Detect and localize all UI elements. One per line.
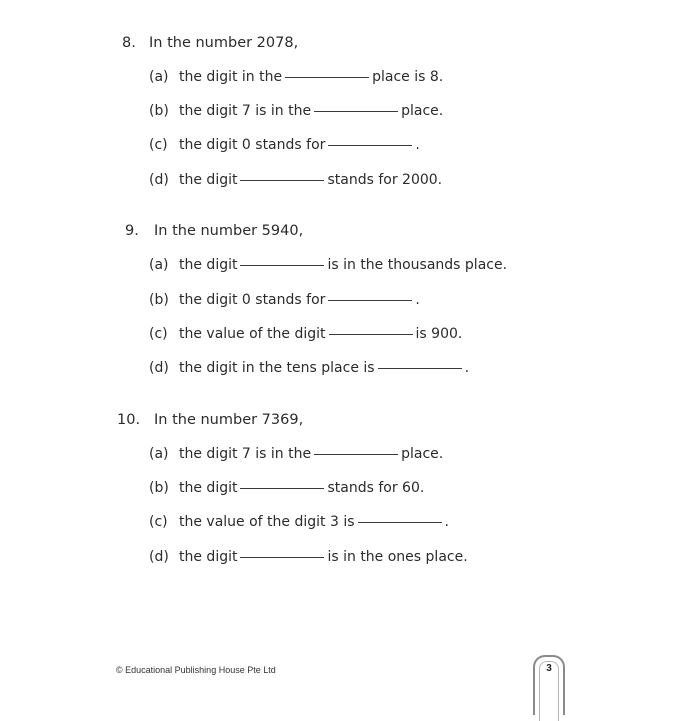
question-number: 8. [122,35,136,51]
question-10-heading [117,412,303,428]
part-label: (d) [149,172,169,188]
part-text-before: the digit 0 stands for [179,137,326,153]
answer-blank[interactable] [378,368,462,369]
part-text-after: is in the thousands place. [327,257,508,273]
question-10-part-b [149,480,424,496]
question-9-part-a [149,257,507,273]
question-10-part-c [149,514,449,530]
question-stem: In the number 5940, [154,223,304,239]
part-text-before: the value of the digit 3 is [179,514,355,530]
part-text-after: stands for 2000. [327,172,443,188]
part-label: (c) [149,514,168,530]
question-8-part-b [149,103,443,119]
answer-blank[interactable] [240,488,324,489]
part-text-before: the digit in the [179,69,283,85]
part-label: (a) [149,446,169,462]
question-9-part-d [149,360,469,376]
question-8-part-d [149,172,442,188]
part-text-before: the digit 7 is in the [179,446,312,462]
part-text-after: is 900. [415,326,463,342]
part-text-after: . [464,360,470,376]
part-label: (c) [149,326,168,342]
answer-blank[interactable] [240,557,324,558]
part-label: (b) [149,292,169,308]
part-label: (a) [149,69,169,85]
answer-blank[interactable] [285,77,369,78]
part-text-before: the digit [179,172,238,188]
answer-blank[interactable] [328,145,412,146]
part-label: (d) [149,360,169,376]
question-number: 9. [125,223,139,239]
answer-blank[interactable] [328,300,412,301]
part-text-after: place. [401,103,444,119]
answer-blank[interactable] [240,180,324,181]
copyright-notice: © Educational Publishing House Pte Ltd [116,665,276,675]
part-text-before: the value of the digit [179,326,326,342]
question-8-part-a [149,69,443,85]
question-stem: In the number 7369, [154,412,304,428]
part-text-before: the digit [179,549,238,565]
answer-blank[interactable] [314,111,398,112]
part-text-after: place is 8. [372,69,444,85]
question-9-part-b [149,292,420,308]
part-text-after: stands for 60. [327,480,425,496]
part-text-before: the digit [179,480,238,496]
answer-blank[interactable] [358,522,442,523]
part-text-before: the digit [179,257,238,273]
answer-blank[interactable] [314,454,398,455]
part-text-after: . [415,137,420,153]
question-8-heading [122,35,298,51]
part-text-before: the digit in the tens place is [179,360,375,376]
question-10-part-d [149,549,468,565]
question-stem: In the number 2078, [149,35,299,51]
part-label: (c) [149,137,168,153]
part-text-after: place. [401,446,444,462]
question-10-part-a [149,446,443,462]
question-9-part-c [149,326,462,342]
page-number: 3 [546,663,552,674]
question-9-heading [125,223,303,239]
page-number-tab [533,655,565,715]
part-text-before: the digit 0 stands for [179,292,326,308]
part-text-after: . [415,292,420,308]
part-text-after: is in the ones place. [327,549,468,565]
part-label: (a) [149,257,169,273]
answer-blank[interactable] [240,265,324,266]
part-label: (d) [149,549,169,565]
question-number: 10. [117,412,141,428]
part-text-before: the digit 7 is in the [179,103,312,119]
question-8-part-c [149,137,420,153]
answer-blank[interactable] [329,334,413,335]
part-text-after: . [444,514,449,530]
part-label: (b) [149,103,169,119]
part-label: (b) [149,480,169,496]
